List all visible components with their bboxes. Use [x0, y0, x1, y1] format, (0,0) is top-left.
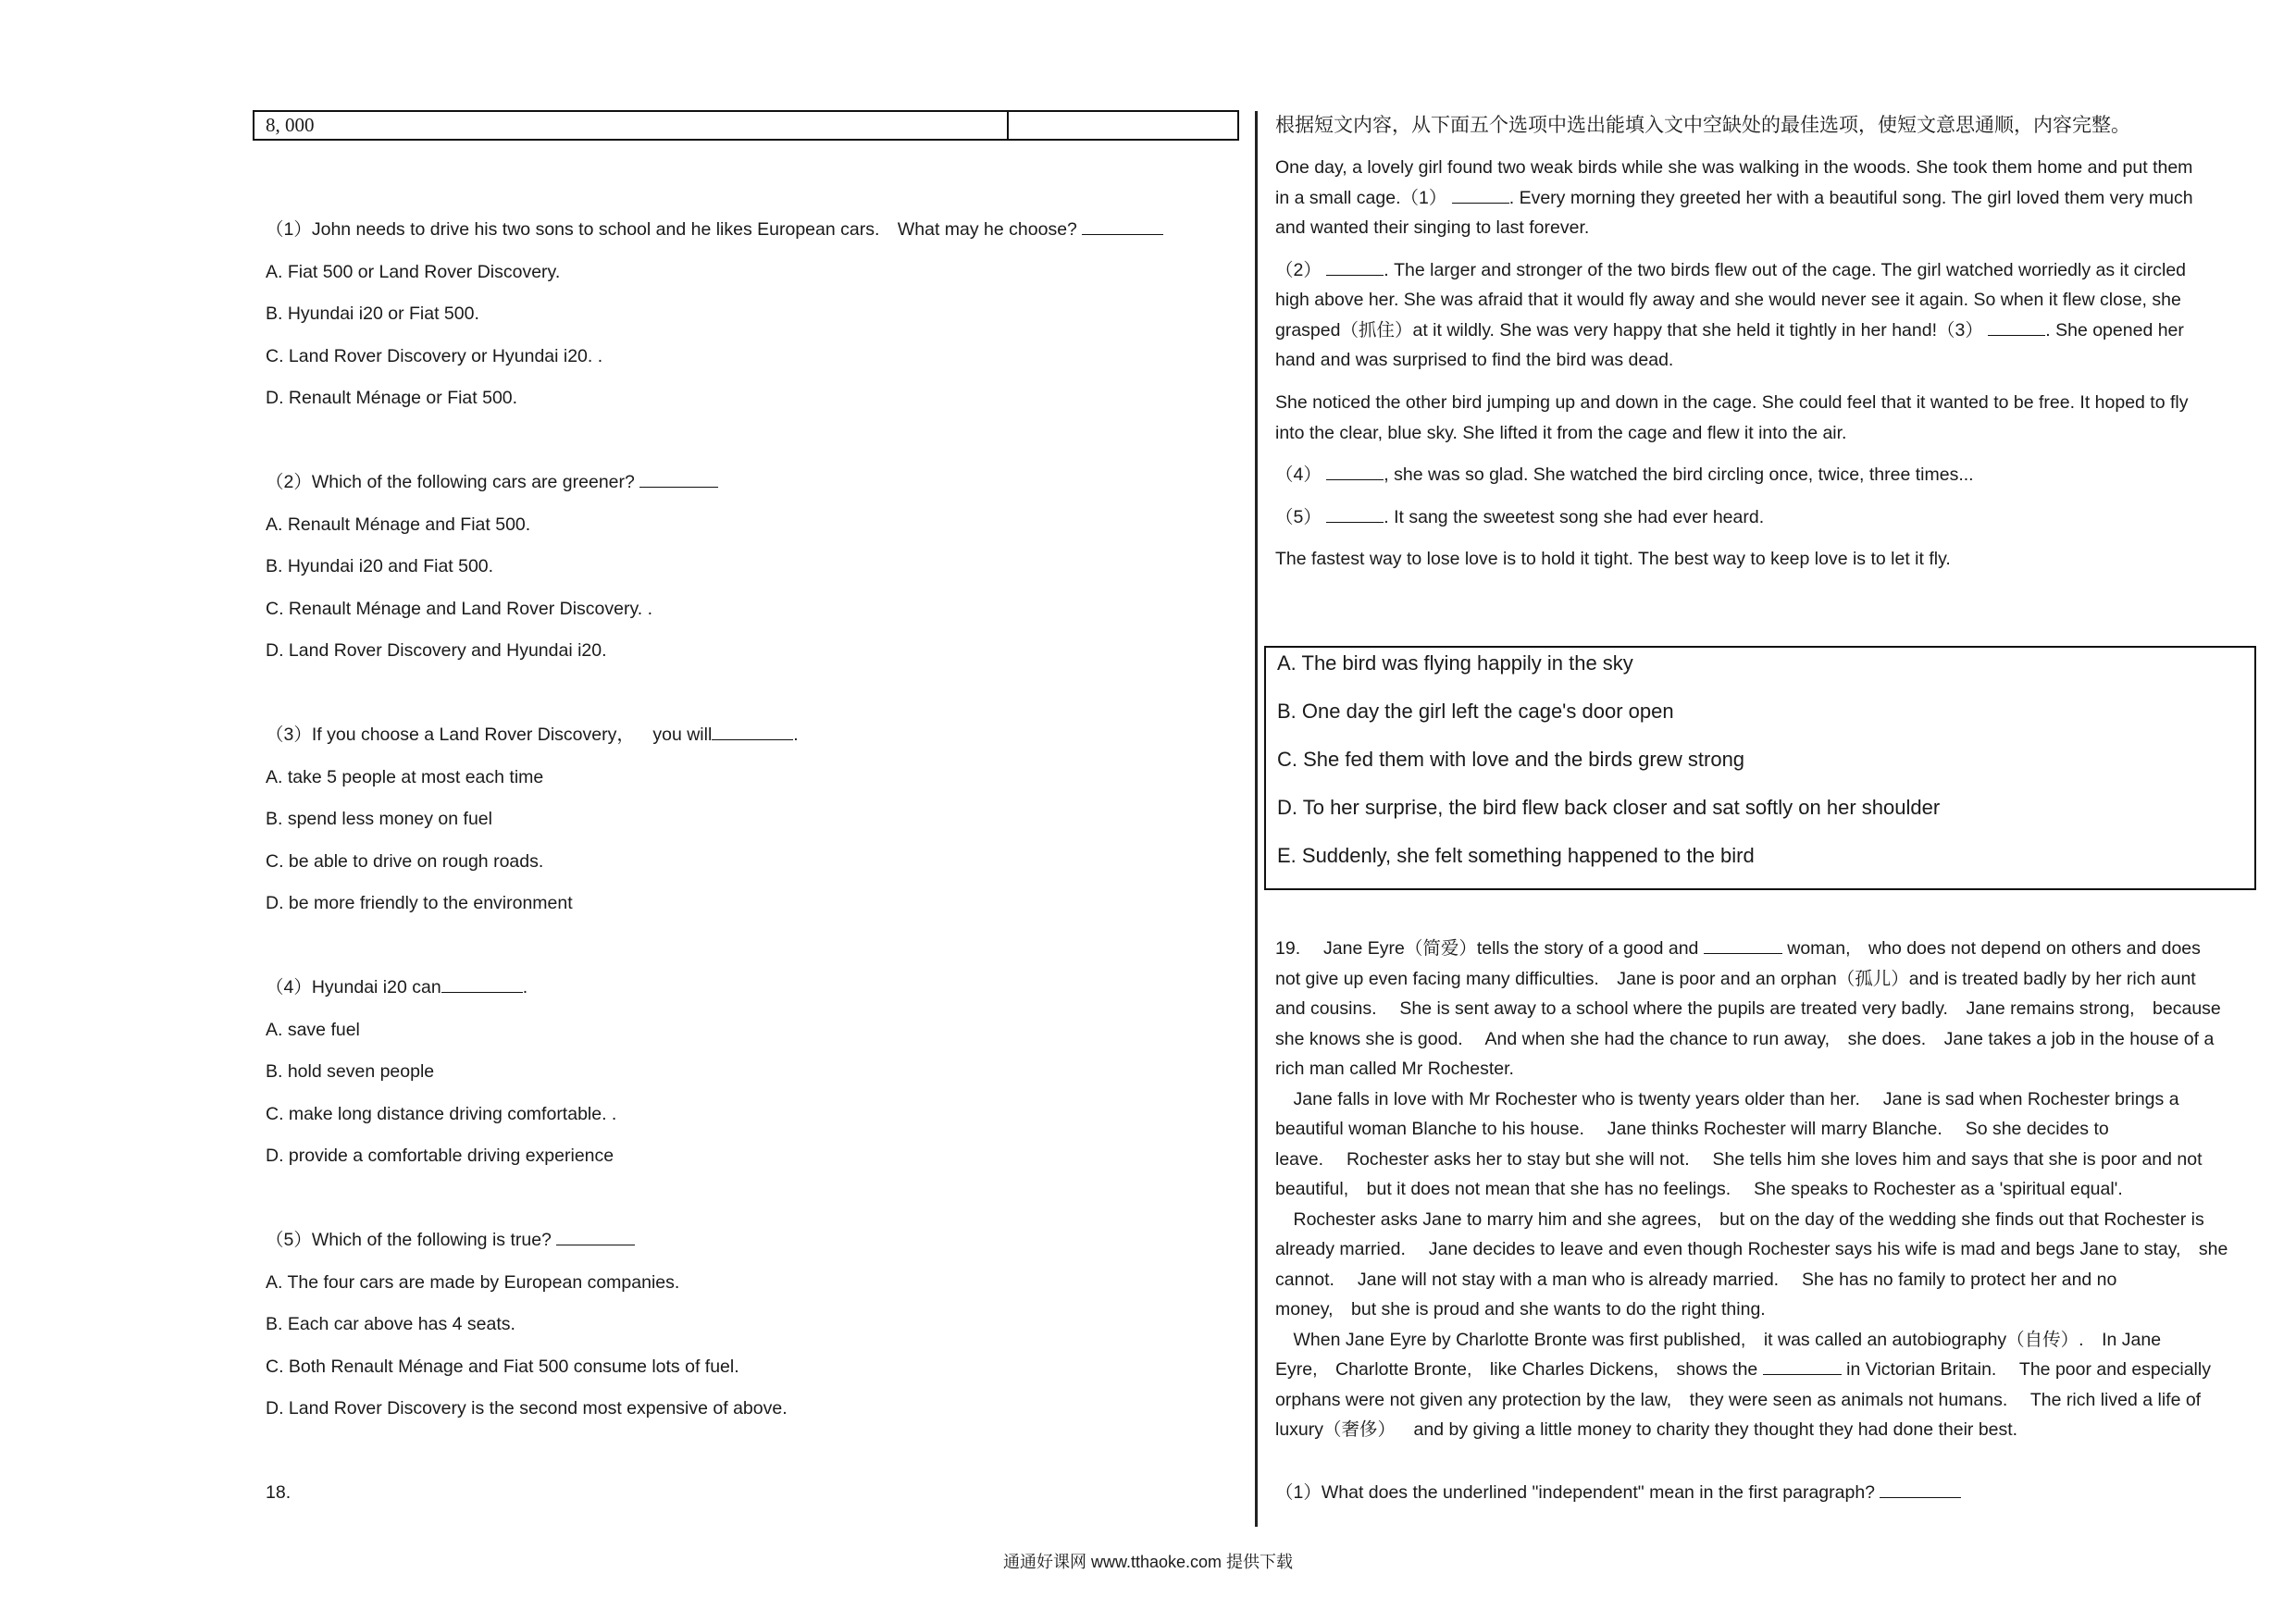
passage-p6: The fastest way to lose love is to hold it tight. The best way to keep love is to let it fly.: [1275, 549, 1951, 569]
q19-line1: 19. Jane Eyre（简爱）tells the story of a good and woman, who does not depend on others and does: [1275, 938, 2201, 959]
passage-p2-line2: high above her. She was afraid that it would fly away and she would never see it again. So when it flew close, she: [1275, 290, 2181, 310]
q19-line11: already married. Jane decides to leave and even though Rochester says his wife is mad and begs Jane to stay, she: [1275, 1239, 2228, 1259]
q4-option-b: B. hold seven people: [266, 1061, 435, 1082]
q5-option-c: C. Both Renault Ménage and Fiat 500 consume lots of fuel.: [266, 1357, 739, 1377]
cloze-instruction: 根据短文内容，从下面五个选项中选出能填入文中空缺处的最佳选项，使短文意思通顺，内容完整。: [1275, 115, 2130, 136]
passage-p3-line2: into the clear, blue sky. She lifted it from the cage and flew it into the air.: [1275, 423, 1847, 443]
q19-line2: not give up even facing many difficulties. Jane is poor and an orphan（孤儿）and is treated badly by her rich aunt: [1275, 969, 2196, 989]
question-2-stem: （2）Which of the following cars are greener?: [266, 470, 718, 495]
q3-option-b: B. spend less money on fuel: [266, 809, 492, 829]
q3-option-a: A. take 5 people at most each time: [266, 767, 544, 787]
q19-line3: and cousins. She is sent away to a school where the pupils are treated very badly. Jane remains strong, because: [1275, 998, 2221, 1019]
option-b: B. One day the girl left the cage's door open: [1277, 700, 1674, 723]
q19-line14: When Jane Eyre by Charlotte Bronte was first published, it was called an autobiography（自传）. In Jane: [1275, 1330, 2162, 1350]
passage-p4: （4） , she was so glad. She watched the bird circling once, twice, three times...: [1275, 465, 1974, 485]
q19-line16: orphans were not given any protection by the law, they were seen as animals not humans. The rich lived a life of: [1275, 1390, 2202, 1410]
q1-option-d: D. Renault Ménage or Fiat 500.: [266, 388, 518, 408]
option-a: A. The bird was flying happily in the sky: [1277, 651, 1633, 675]
question-18-label: 18.: [266, 1482, 292, 1503]
q19-line8: leave. Rochester asks her to stay but she will not. She tells him she loves him and says that she is poor and not: [1275, 1149, 2203, 1170]
passage-p2-line3: grasped（抓住）at it wildly. She was very happy that she held it tightly in her hand!（3） . She opened her: [1275, 320, 2184, 341]
q19-line4: she knows she is good. And when she had the chance to run away, she does. Jane takes a job in the house of a: [1275, 1029, 2215, 1049]
passage-p2-line4: hand and was surprised to find the bird was dead.: [1275, 350, 1674, 370]
q5-option-b: B. Each car above has 4 seats.: [266, 1314, 515, 1334]
q19-line7: beautiful woman Blanche to his house. Jane thinks Rochester will marry Blanche. So she decides to: [1275, 1119, 2109, 1139]
answer-options-box: [1264, 646, 2256, 890]
q1-option-a: A. Fiat 500 or Land Rover Discovery.: [266, 262, 561, 282]
q2-option-a: A. Renault Ménage and Fiat 500.: [266, 514, 531, 535]
passage-p5: （5） . It sang the sweetest song she had ever heard.: [1275, 507, 1765, 527]
q1-option-c: C. Land Rover Discovery or Hyundai i20. .: [266, 346, 603, 366]
question-5-stem: （5）Which of the following is true?: [266, 1228, 635, 1253]
question-4-stem: （4）Hyundai i20 can .: [266, 977, 528, 997]
q3-option-c: C. be able to drive on rough roads.: [266, 851, 544, 872]
option-e: E. Suddenly, she felt something happened to the bird: [1277, 844, 1755, 867]
q2-option-d: D. Land Rover Discovery and Hyundai i20.: [266, 640, 607, 661]
q3-option-d: D. be more friendly to the environment: [266, 893, 573, 913]
q2-option-c: C. Renault Ménage and Land Rover Discovery. .: [266, 599, 653, 619]
page-footer: 通通好课网 www.tthaoke.com 提供下载: [1002, 1553, 1294, 1571]
passage-p1-line1: One day, a lovely girl found two weak birds while she was walking in the woods. She took them home and put them: [1275, 157, 2193, 178]
column-divider: [1255, 111, 1258, 1527]
passage-p1-line3: and wanted their singing to last forever.: [1275, 217, 1590, 238]
q4-option-d: D. provide a comfortable driving experience: [266, 1146, 614, 1166]
top-table-row: [253, 110, 1239, 141]
q19-line6: Jane falls in love with Mr Rochester who is twenty years older than her. Jane is sad when Rochester brings a: [1275, 1089, 2179, 1109]
table-cell-value: 8, 000: [254, 112, 1009, 139]
q5-option-a: A. The four cars are made by European companies.: [266, 1272, 680, 1293]
q19-line12: cannot. Jane will not stay with a man who is already married. She has no family to protect her and no: [1275, 1270, 2117, 1290]
q19-line13: money, but she is proud and she wants to do the right thing.: [1275, 1299, 1766, 1319]
q4-option-c: C. make long distance driving comfortable. .: [266, 1104, 617, 1124]
q19-line10: Rochester asks Jane to marry him and she agrees, but on the day of the wedding she finds out that Rochester is: [1275, 1209, 2204, 1230]
q1-option-b: B. Hyundai i20 or Fiat 500.: [266, 304, 479, 324]
q5-option-d: D. Land Rover Discovery is the second most expensive of above.: [266, 1398, 788, 1419]
q19-line17: luxury（奢侈） and by giving a little money to charity they thought they had done their best.: [1275, 1419, 2018, 1440]
option-d: D. To her surprise, the bird flew back closer and sat softly on her shoulder: [1277, 796, 1941, 819]
question-1-stem: （1）John needs to drive his two sons to school and he likes European cars. What may he choose?: [266, 217, 1163, 242]
passage-p2-line1: （2） . The larger and stronger of the two birds flew out of the cage. The girl watched worriedly as it circled: [1275, 260, 2187, 280]
q4-option-a: A. save fuel: [266, 1020, 360, 1040]
passage-p1-line2: in a small cage.（1） . Every morning they greeted her with a beautiful song. The girl loved them very much: [1275, 188, 2193, 208]
q19-line9: beautiful, but it does not mean that she has no feelings. She speaks to Rochester as a 'spiritual equal'.: [1275, 1179, 2123, 1199]
question-3-stem: （3）If you choose a Land Rover Discovery， you will .: [266, 725, 799, 745]
q19-line5: rich man called Mr Rochester.: [1275, 1059, 1514, 1079]
option-c: C. She fed them with love and the birds grew strong: [1277, 748, 1745, 771]
q19-subquestion-1: （1）What does the underlined "independent" mean in the first paragraph?: [1275, 1481, 1961, 1505]
q2-option-b: B. Hyundai i20 and Fiat 500.: [266, 556, 494, 576]
q19-line15: Eyre, Charlotte Bronte, like Charles Dickens, shows the in Victorian Britain. The poor and especially: [1275, 1359, 2211, 1380]
passage-p3-line1: She noticed the other bird jumping up and down in the cage. She could feel that it wanted to be free. It hoped to fly: [1275, 392, 2189, 413]
